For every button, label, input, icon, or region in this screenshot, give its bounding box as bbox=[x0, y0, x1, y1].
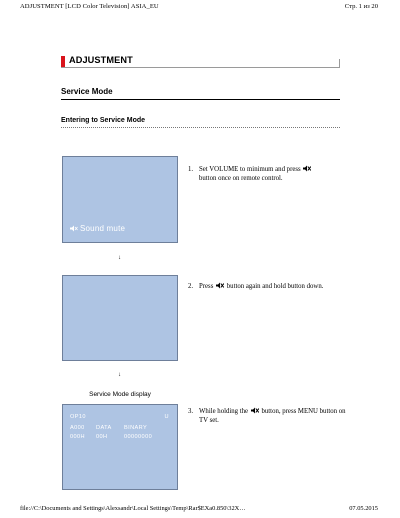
adjustment-title: ADJUSTMENT bbox=[69, 55, 133, 65]
speaker-mute-icon bbox=[70, 225, 78, 232]
down-arrow-icon: ↓ bbox=[118, 372, 121, 378]
tv-screen-service-mode bbox=[62, 404, 178, 490]
step-number: 2. bbox=[188, 283, 194, 290]
step-text-before: While holding the bbox=[199, 408, 249, 415]
tv-screen-blank bbox=[62, 275, 178, 361]
svc-region-code: U bbox=[164, 414, 169, 420]
step-text-after: button again and hold button down. bbox=[226, 283, 324, 290]
step-text bbox=[199, 282, 349, 291]
adjustment-banner bbox=[61, 56, 340, 68]
sound-mute-text: Sound mute bbox=[80, 224, 126, 233]
mute-key-icon bbox=[216, 282, 224, 289]
svc-label-address: A000 bbox=[70, 425, 85, 431]
footer-file-path: file://C:\Documents and Settings\Alexsandr\Local Settings\Temp\Rar$EXa0.850\32X… bbox=[20, 505, 246, 512]
subsection-title: Entering to Service Mode bbox=[61, 117, 146, 124]
svc-label-data: DATA bbox=[96, 425, 112, 431]
svc-value-address: 000H bbox=[70, 434, 85, 440]
svc-value-data: 00H bbox=[96, 434, 108, 440]
step-number: 1. bbox=[188, 166, 194, 173]
subsection-divider bbox=[61, 127, 340, 128]
step-text-after: button once on remote control. bbox=[199, 175, 283, 182]
down-arrow-icon: ↓ bbox=[118, 255, 121, 261]
step-text-before: Set VOLUME to minimum and press bbox=[199, 166, 301, 173]
mute-key-icon bbox=[303, 165, 311, 172]
svc-value-binary: 00000000 bbox=[124, 434, 153, 440]
service-mode-caption: Service Mode display bbox=[89, 391, 151, 398]
banner-rule-end bbox=[339, 59, 340, 67]
mute-key-icon bbox=[251, 407, 259, 414]
section-divider bbox=[61, 99, 340, 100]
step-text bbox=[199, 165, 349, 183]
svc-label-binary: BINARY bbox=[124, 425, 148, 431]
step-text-before: Press bbox=[199, 283, 214, 290]
page-number: Стр. 1 из 20 bbox=[344, 3, 378, 10]
red-marker bbox=[61, 56, 65, 67]
page-header-title: ADJUSTMENT [LCD Color Television] ASIA_EU bbox=[20, 3, 159, 10]
svc-option-code: OP10 bbox=[70, 414, 86, 420]
sound-mute-osd bbox=[70, 224, 125, 233]
footer-date: 07.05.2015 bbox=[349, 505, 378, 512]
section-title: Service Mode bbox=[61, 87, 113, 96]
step-text-after: button, press MENU button on TV set. bbox=[199, 408, 346, 424]
step-text bbox=[199, 407, 349, 425]
step-number: 3. bbox=[188, 408, 194, 415]
tv-screen-sound-mute bbox=[62, 156, 178, 243]
